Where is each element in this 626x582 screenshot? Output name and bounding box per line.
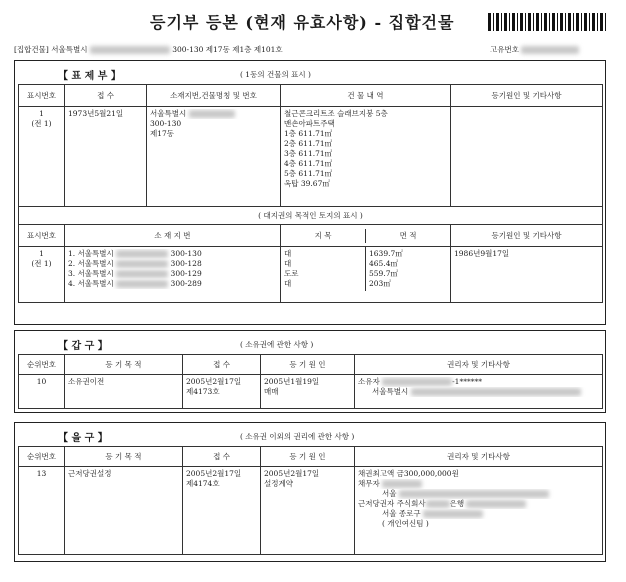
subline-address: 300-130 제17동 제1층 제101호: [172, 45, 283, 54]
table-cell: 2005년1월19일 매매: [261, 375, 355, 409]
table-cell: 1986년9월17일: [451, 247, 603, 303]
redacted-block: [466, 500, 526, 508]
redacted-block: [411, 388, 581, 396]
unique-number: [490, 44, 579, 55]
table-cell: 1. 서울특별시 300-130 2. 서울특별시 300-128 3. 서울특별시 300-129 4. 서울특별시 300-289: [65, 247, 281, 303]
table-cell: 소유권이전: [65, 375, 183, 409]
table-cell: 1 (전 1): [19, 107, 65, 207]
header-cell: 등기원인 및 기타사항: [451, 85, 603, 107]
header-cell: 순위번호: [19, 355, 65, 375]
header-cell: 권리자 및 기타사항: [355, 447, 603, 467]
header-cell: 표시번호: [19, 85, 65, 107]
header-cell: 등 기 목 적: [65, 355, 183, 375]
header-cell: 접 수: [183, 355, 261, 375]
header-cell: 등 기 원 인: [261, 355, 355, 375]
header-cell: 등 기 목 적: [65, 447, 183, 467]
header-cell: 소 재 지 번: [65, 225, 281, 247]
table-cell: 2005년2월17일 제4174호: [183, 467, 261, 555]
document-title: 등기부 등본 (현재 유효사항) - 집합건물: [150, 13, 455, 32]
header-cell: 등기원인 및 기타사항: [451, 225, 603, 247]
header-cell: 권리자 및 기타사항: [355, 355, 603, 375]
redacted-block: [423, 510, 483, 518]
redacted-block: [90, 46, 170, 54]
header-cell: 접 수: [65, 85, 147, 107]
header-cell: 표시번호: [19, 225, 65, 247]
table-cell: 채권최고액 금300,000,000원 채무자 서울 근저당권자 주식회사 은행 서울 종로구 ( 개인여신팀 ): [355, 467, 603, 555]
table-cell: 소유자 -1****** 서울특별시: [355, 375, 603, 409]
table-cell: 13: [19, 467, 65, 555]
header-cell-split: 지 목 면 적: [281, 225, 451, 247]
header-cell: 건 물 내 역: [281, 85, 451, 107]
subline-address-prefix: [집합건물] 서울특별시: [14, 45, 88, 54]
table-cell-split: 대 대 도로 대 1639.7㎡ 465.4㎡ 559.7㎡ 203㎡: [281, 247, 451, 303]
eul-title: 【 을 구 】: [58, 433, 108, 444]
table-cell: [451, 107, 603, 207]
table-cell: 1973년5월21일: [65, 107, 147, 207]
eul-table: [18, 446, 603, 555]
table-cell: 서울특별시 300-130 제17동: [147, 107, 281, 207]
redacted-block: [116, 270, 168, 278]
eul-note: ( 소유권 이외의 권리에 관한 사항 ): [240, 432, 355, 441]
barcode-image: [488, 13, 606, 31]
table-cell: 1 (전 1): [19, 247, 65, 303]
table-cell: 철근콘크리트조 슬래브지붕 5층 맨숀아파트주택 1층 611.71㎡ 2층 611.71㎡ 3층 611.71㎡ 4층 611.71㎡ 5층 611.71㎡ 옥탑 39.67㎡: [281, 107, 451, 207]
header-cell: 순위번호: [19, 447, 65, 467]
redacted-block: [382, 480, 422, 488]
gap-title: 【 갑 구 】: [58, 341, 108, 352]
redacted-block: [521, 46, 579, 54]
gap-note: ( 소유권에 관한 사항 ): [240, 340, 314, 349]
header-cell: 접 수: [183, 447, 261, 467]
redacted-block: [189, 110, 235, 118]
table-cell: 근저당권설정: [65, 467, 183, 555]
table-cell: 10: [19, 375, 65, 409]
document-subline: [14, 44, 283, 55]
unique-number-label: 고유번호: [490, 45, 519, 54]
redacted-block: [116, 280, 168, 288]
redacted-block: [382, 378, 452, 386]
pyoje-title: 【 표 제 부 】: [58, 71, 121, 82]
redacted-block: [399, 490, 549, 498]
redacted-block: [116, 260, 168, 268]
land-note: ( 대지권의 목적인 토지의 표시 ): [19, 207, 603, 225]
pyoje-table: [18, 84, 603, 303]
redacted-block: [426, 500, 450, 508]
redacted-block: [116, 250, 168, 258]
table-cell: 2005년2월17일 제4173호: [183, 375, 261, 409]
gap-table: [18, 354, 603, 409]
header-cell: 등 기 원 인: [261, 447, 355, 467]
header-cell: 소재지번,건물명칭 및 번호: [147, 85, 281, 107]
table-cell: 2005년2월17일 설정계약: [261, 467, 355, 555]
pyoje-note: ( 1동의 건물의 표시 ): [240, 70, 311, 79]
